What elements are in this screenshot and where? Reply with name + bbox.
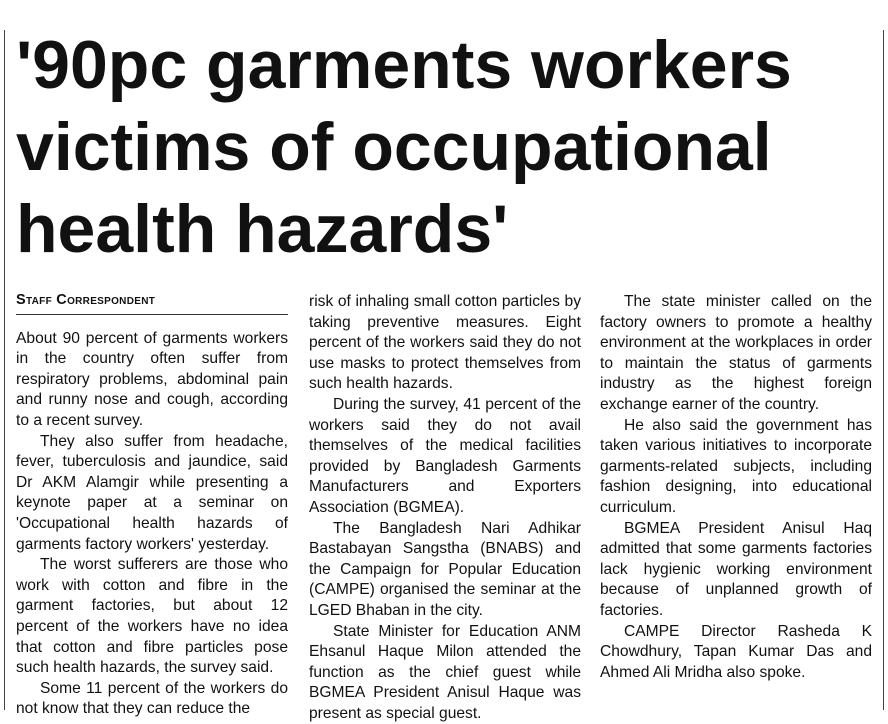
byline: Staff Correspondent [16, 290, 288, 315]
left-border-rule [4, 30, 5, 710]
paragraph: Some 11 percent of the workers do not know that they can reduce the [16, 679, 288, 720]
article-column-2 [309, 290, 581, 724]
paragraph: About 90 percent of garments workers in the country often suffer from respiratory problems, abdominal pain and runny nose and cough, according to a recent survey. [16, 329, 288, 432]
paragraph: State Minister for Education ANM Ehsanul Haque Milon attended the function as the chief guest while BGMEA President Anisul Haque was present as special guest. [309, 622, 581, 724]
right-border-rule [883, 30, 884, 710]
article-column-1 [16, 290, 288, 720]
headline [16, 24, 878, 270]
paragraph: The state minister called on the factory owners to promote a healthy environment at the workplaces in order to maintain the status of garments industry as the highest foreign exchange earner of the country. [600, 292, 872, 416]
paragraph: During the survey, 41 percent of the workers said they do not avail themselves of the medical facilities provided by Bangladesh Garments Manufacturers and Exporters Association (BGMEA). [309, 395, 581, 519]
article-column-3 [600, 290, 872, 683]
headline-line-2: victims of occupational [16, 106, 878, 188]
paragraph: The worst sufferers are those who work with cotton and fibre in the garment factories, but about 12 percent of the workers have no idea that cotton and fibre particles pose such health hazards, the survey said. [16, 555, 288, 679]
headline-line-3: health hazards' [16, 188, 878, 270]
paragraph: risk of inhaling small cotton particles by taking preventive measures. Eight percent of the workers said they do not use masks to protect themselves from such health hazards. [309, 292, 581, 395]
paragraph: They also suffer from headache, fever, tuberculosis and jaundice, said Dr AKM Alamgir while presenting a keynote paper at a seminar on 'Occupational health hazards of garments factory workers' yesterday. [16, 432, 288, 556]
paragraph: The Bangladesh Nari Adhikar Bastabayan Sangstha (BNABS) and the Campaign for Popular Education (CAMPE) organised the seminar at the LGED Bhaban in the city. [309, 519, 581, 622]
paragraph: CAMPE Director Rasheda K Chowdhury, Tapan Kumar Das and Ahmed Ali Mridha also spoke. [600, 622, 872, 684]
paragraph: BGMEA President Anisul Haq admitted that some garments factories lack hygienic working environment because of unplanned growth of factories. [600, 519, 872, 622]
paragraph: He also said the government has taken various initiatives to incorporate garments-related subjects, including fashion designing, into educational curriculum. [600, 416, 872, 519]
headline-line-1: '90pc garments workers [16, 24, 878, 106]
